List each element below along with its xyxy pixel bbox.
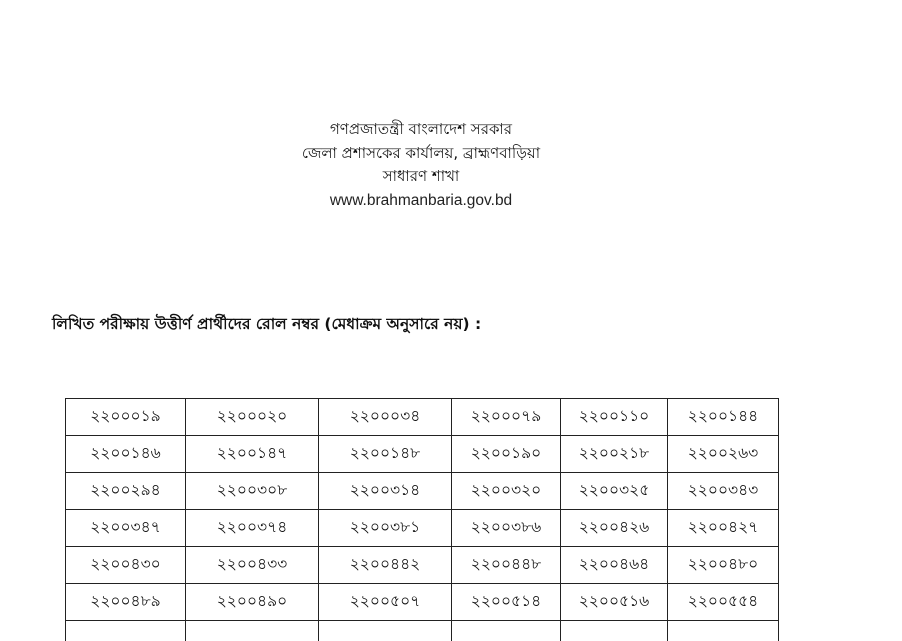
roll-cell: ২২০০৩২০	[452, 473, 561, 510]
roll-cell: ২২০০৪৬৪	[561, 547, 668, 584]
office-title: জেলা প্রশাসকের কার্যালয়, ব্রাহ্মণবাড়িয়া	[0, 142, 842, 166]
roll-cell: ২২০০০১৯	[66, 399, 186, 436]
roll-cell: ২২০০৫১৪	[452, 584, 561, 621]
document-header	[0, 118, 842, 212]
roll-cell: ২২০০৩৮৬	[452, 510, 561, 547]
roll-cell: ২২০০৫৫৪	[668, 584, 779, 621]
roll-cell: ২২০০৩৮১	[319, 510, 452, 547]
roll-cell: ২২০০০৭৯	[452, 399, 561, 436]
roll-cell: ২২০০৪৮০	[668, 547, 779, 584]
roll-cell: ২২০০৩২৫	[561, 473, 668, 510]
roll-cell: ২২০০০৩৪	[319, 399, 452, 436]
roll-cell: ২২০০১৪৬	[66, 436, 186, 473]
roll-cell: ২২০০১৪৭	[186, 436, 319, 473]
roll-cell: ২২০০২৬৩	[668, 436, 779, 473]
section-title: সাধারণ শাখা	[0, 165, 842, 189]
roll-cell: ২২০০৩৪৭	[66, 510, 186, 547]
list-heading: লিখিত পরীক্ষায় উত্তীর্ণ প্রার্থীদের রোল নম্বর (মেধাক্রম অনুসারে নয়) :	[52, 312, 481, 338]
roll-cell: ২২০০৩৪৩	[668, 473, 779, 510]
roll-cell: ২২০০৩১৪	[319, 473, 452, 510]
roll-cell: ২২০০২১৮	[561, 436, 668, 473]
roll-cell: ২২০০৪২৬	[561, 510, 668, 547]
roll-cell: ২২০০৫০৭	[319, 584, 452, 621]
roll-cell: ২২০০৩০৮	[186, 473, 319, 510]
government-title: গণপ্রজাতন্ত্রী বাংলাদেশ সরকার	[0, 118, 842, 142]
roll-cell: ২২০০৪৯০	[186, 584, 319, 621]
roll-cell: ২২০০৪৪২	[319, 547, 452, 584]
roll-cell: ২২০০৪২৭	[668, 510, 779, 547]
roll-cell: ২২০০৫১৬	[561, 584, 668, 621]
table-row	[66, 547, 779, 584]
roll-cell: ২২০০২৯৪	[66, 473, 186, 510]
roll-cell: ২২০০৪৩৩	[186, 547, 319, 584]
website-url: www.brahmanbaria.gov.bd	[0, 189, 842, 213]
roll-cell: ২২০০৪৮৯	[66, 584, 186, 621]
table-row	[66, 399, 779, 436]
roll-cell: ২২০০০২০	[186, 399, 319, 436]
table-row	[66, 473, 779, 510]
roll-cell: ২২০০৪৩০	[66, 547, 186, 584]
table-row	[66, 436, 779, 473]
roll-cell: ২২০০৪৪৮	[452, 547, 561, 584]
roll-number-table	[65, 398, 779, 641]
table-row	[66, 510, 779, 547]
table-row	[66, 584, 779, 621]
roll-cell: ২২০০১১০	[561, 399, 668, 436]
roll-cell: ২২০০১৪৮	[319, 436, 452, 473]
roll-cell: ২২০০১৪৪	[668, 399, 779, 436]
roll-cell: ২২০০১৯০	[452, 436, 561, 473]
roll-cell: ২২০০৩৭৪	[186, 510, 319, 547]
